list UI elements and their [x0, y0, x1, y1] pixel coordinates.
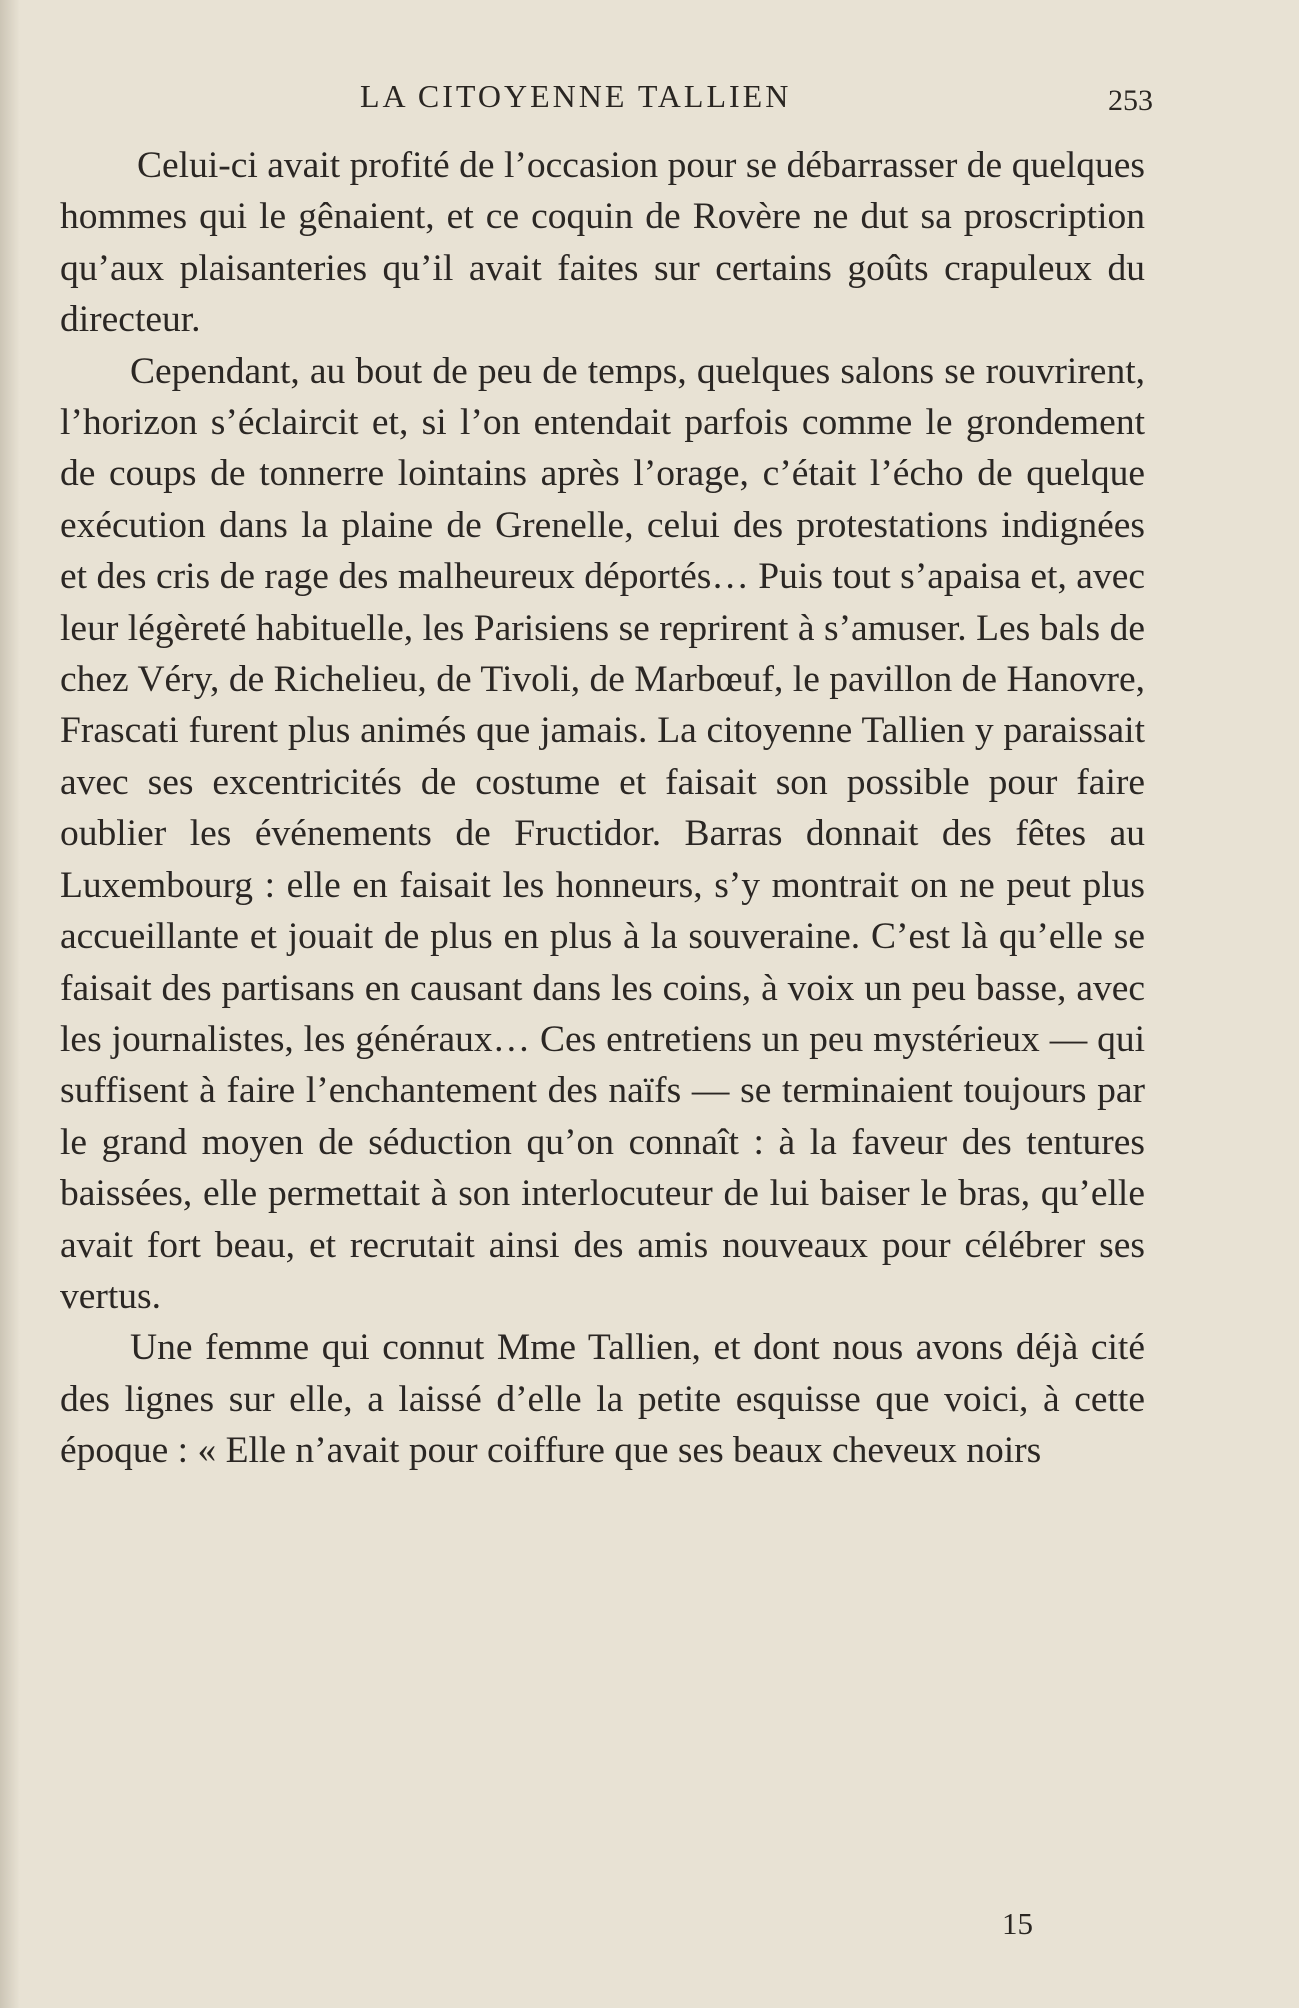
running-title: LA CITOYENNE TALLIEN [360, 78, 792, 114]
paragraph-1: Celui-ci avait profité de l’occasion pour se débarrasser de quelques hommes qui le gênaient, et ce coquin de Rovère ne dut sa proscription qu’aux plaisanteries qu’il avait faites sur certains goûts crapuleux du directeur. [60, 145, 1145, 341]
body-text [60, 140, 1145, 1477]
paragraph-2: Cependant, au bout de peu de temps, quelques salons se rouvrirent, l’horizon s’éclaircit et, si l’on entendait parfois comme le grondement de coups de tonnerre lointains après l’orage, c’était l’écho de quelque exécution dans la plaine de Grenelle, celui des protestations indignées et des cris de rage des malheureux déportés… Puis tout s’apaisa et, avec leur légèreté habituelle, les Parisiens se reprirent à s’amuser. Les bals de chez Véry, de Richelieu, de Tivoli, de Marbœuf, le pavillon de Hanovre, Frascati furent plus animés que jamais. La citoyenne Tallien y paraissait avec ses excentricités de costume et faisait son possible pour faire oublier les événements de Fructidor. Barras donnait des fêtes au Luxembourg : elle en faisait les honneurs, s’y montrait on ne peut plus accueillante et jouait de plus en plus à la souveraine. C’est là qu’elle se faisait des partisans en causant dans les coins, à voix un peu basse, avec les journalistes, les généraux… Ces entretiens un peu mystérieux — qui suffisent à faire l’enchantement des naïfs — se terminaient toujours par le grand moyen de séduction qu’on connaît : à la faveur des tentures baissées, elle permettait à son interlocuteur de lui baiser le bras, qu’elle avait fort beau, et recrutait ainsi des amis nouveaux pour célébrer ses vertus. [60, 350, 1145, 1317]
page-number: 253 [1108, 84, 1153, 117]
paragraph-3: Une femme qui connut Mme Tallien, et dont nous avons déjà cité des lignes sur elle, a laissé d’elle la petite esquisse que voici, à cette époque : « Elle n’avait pour coiffure que ses beaux cheveux noirs [60, 1327, 1145, 1472]
page-gutter-shadow [0, 0, 20, 2008]
printer-signature-mark: 15 [1002, 1906, 1033, 1941]
